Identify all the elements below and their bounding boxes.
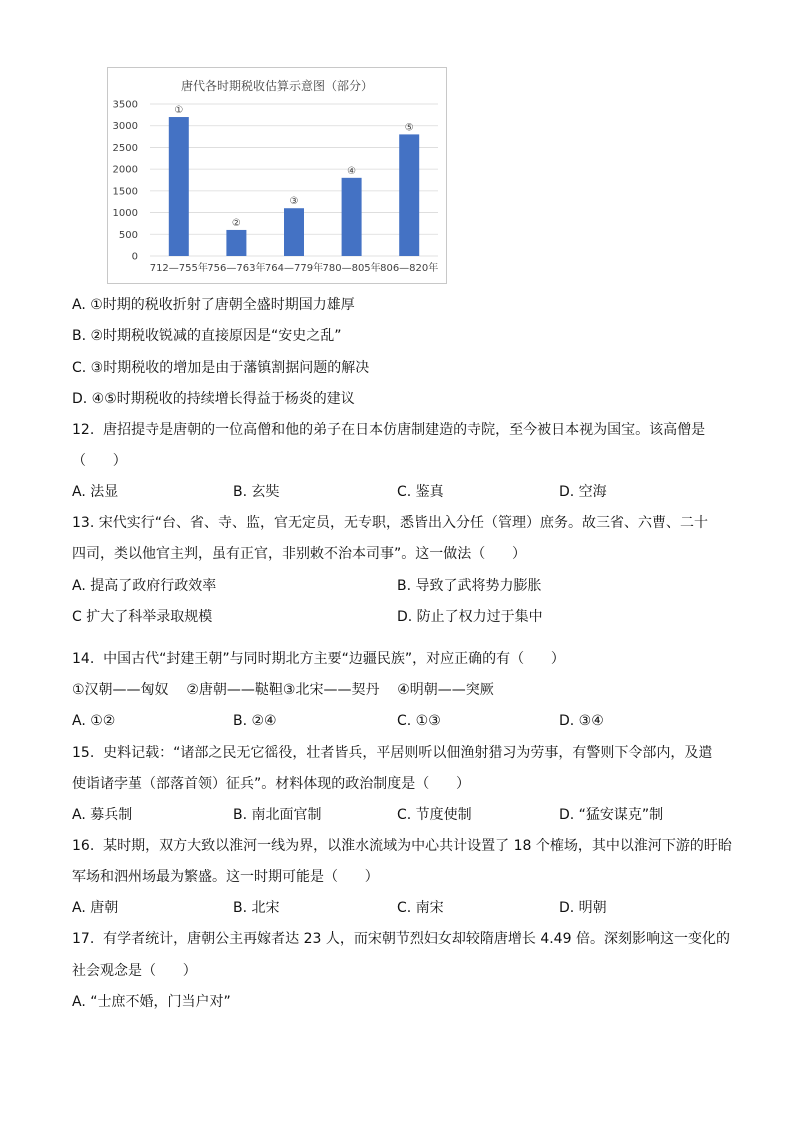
- q12-option-d: D. 空海: [559, 484, 607, 500]
- bar-label: ⑤: [404, 122, 414, 134]
- q15-option-a: A. 募兵制: [72, 807, 133, 823]
- q11-option-d: D. ④⑤时期税收的持续增长得益于杨炎的建议: [72, 391, 355, 407]
- q13-stem-line1: 13. 宋代实行“台、省、寺、监，官无定员，无专职，悉皆出入分任（管理）庶务。故三省、六曹、二十: [72, 515, 708, 531]
- bar-label: ①: [174, 105, 184, 117]
- bar-label: ③: [289, 196, 299, 208]
- q16-option-b: B. 北宋: [233, 900, 280, 916]
- x-tick-label: 712—755年: [149, 263, 208, 274]
- q14-option-c: C. ①③: [397, 713, 441, 729]
- y-tick-label: 0: [131, 251, 138, 263]
- q15-option-b: B. 南北面官制: [233, 807, 322, 823]
- q16-stem-line1: 16. 某时期，双方大致以淮河一线为界，以淮水流域为中心共计设置了 18 个榷场，其中以淮河下游的盱眙: [72, 838, 732, 854]
- bar: [169, 117, 189, 256]
- q15-stem-line2: 使诣诸孛堇（部落首领）征兵”。材料体现的政治制度是（ ）: [72, 776, 470, 792]
- x-tick-label: 806—820年: [380, 263, 439, 274]
- q15-option-c: C. 节度使制: [397, 807, 472, 823]
- q13-option-d: D. 防止了权力过于集中: [397, 609, 543, 625]
- q11-option-c: C. ③时期税收的增加是由于藩镇割据问题的解决: [72, 360, 370, 376]
- q11-option-b: B. ②时期税收锐减的直接原因是“安史之乱”: [72, 328, 342, 344]
- q12-stem-line1: 12. 唐招提寺是唐朝的一位高僧和他的弟子在日本仿唐制建造的寺院，至今被日本视为国宝。该高僧是: [72, 422, 706, 438]
- chart-bars: [169, 117, 419, 256]
- bar: [284, 208, 304, 256]
- x-tick-label: 764—779年: [264, 263, 324, 274]
- q14-stem-line1: 14. 中国古代“封建王朝”与同时期北方主要“边疆民族”，对应正确的有（ ）: [72, 651, 565, 667]
- q15-option-d: D. “猛安谋克”制: [559, 807, 664, 823]
- q14-option-d: D. ③④: [559, 713, 604, 729]
- x-tick-label: 780—805年: [322, 263, 381, 274]
- y-tick-label: 3500: [112, 99, 138, 111]
- q15-stem-line1: 15. 史料记载：“诸部之民无它徭役，壮者皆兵，平居则听以佃渔射猎习为劳事，有警则下令部内，及遣: [72, 745, 713, 761]
- q13-option-a: A. 提高了政府行政效率: [72, 578, 217, 594]
- q13-stem-line2: 四司，类以他官主判，虽有正官，非别敕不治本司事”。这一做法（ ）: [72, 546, 526, 562]
- bar-label: ②: [231, 217, 241, 229]
- bar-label: ④: [347, 165, 357, 177]
- q17-option-a: A. “士庶不婚，门当户对”: [72, 994, 231, 1010]
- q16-option-c: C. 南宋: [397, 900, 444, 916]
- q16-stem-line2: 军场和泗州场最为繁盛。这一时期可能是（ ）: [72, 869, 379, 885]
- q12-option-c: C. 鉴真: [397, 484, 444, 500]
- q16-option-d: D. 明朝: [559, 900, 607, 916]
- q12-stem-line2: （ ）: [72, 453, 127, 469]
- bar: [399, 134, 419, 256]
- bar: [342, 178, 362, 256]
- q12-option-b: B. 玄奘: [233, 484, 280, 500]
- tax-bar-chart-svg: [108, 68, 446, 283]
- q13-option-b: B. 导致了武将势力膨胀: [397, 578, 542, 594]
- y-tick-label: 3000: [112, 121, 138, 133]
- y-tick-label: 500: [118, 229, 138, 241]
- x-tick-label: 756—763年: [207, 263, 266, 274]
- tax-chart: [107, 67, 447, 284]
- chart-title: 唐代各时期税收估算示意图（部分）: [180, 79, 374, 93]
- chart-x-ticks: [150, 261, 439, 274]
- y-tick-label: 2000: [112, 164, 138, 176]
- y-tick-label: 2500: [112, 142, 138, 154]
- q17-stem-line1: 17. 有学者统计，唐朝公主再嫁者达 23 人，而宋朝节烈妇女却较隋唐增长 4.49 倍。深刻影响这一变化的: [72, 931, 730, 947]
- q16-option-a: A. 唐朝: [72, 900, 119, 916]
- q11-option-a: A. ①时期的税收折射了唐朝全盛时期国力雄厚: [72, 297, 355, 313]
- bar: [226, 230, 246, 256]
- q14-option-a: A. ①②: [72, 713, 116, 729]
- y-tick-label: 1500: [112, 186, 138, 198]
- q17-stem-line2: 社会观念是（ ）: [72, 963, 197, 979]
- q13-option-c: C 扩大了科举录取规模: [72, 609, 213, 625]
- q12-option-a: A. 法显: [72, 484, 119, 500]
- y-tick-label: 1000: [112, 208, 138, 220]
- chart-y-ticks: [113, 100, 138, 263]
- q14-option-b: B. ②④: [233, 713, 277, 729]
- q14-stem-line2: ①汉朝——匈奴 ②唐朝——鞑靼③北宋——契丹 ④明朝——突厥: [72, 682, 494, 698]
